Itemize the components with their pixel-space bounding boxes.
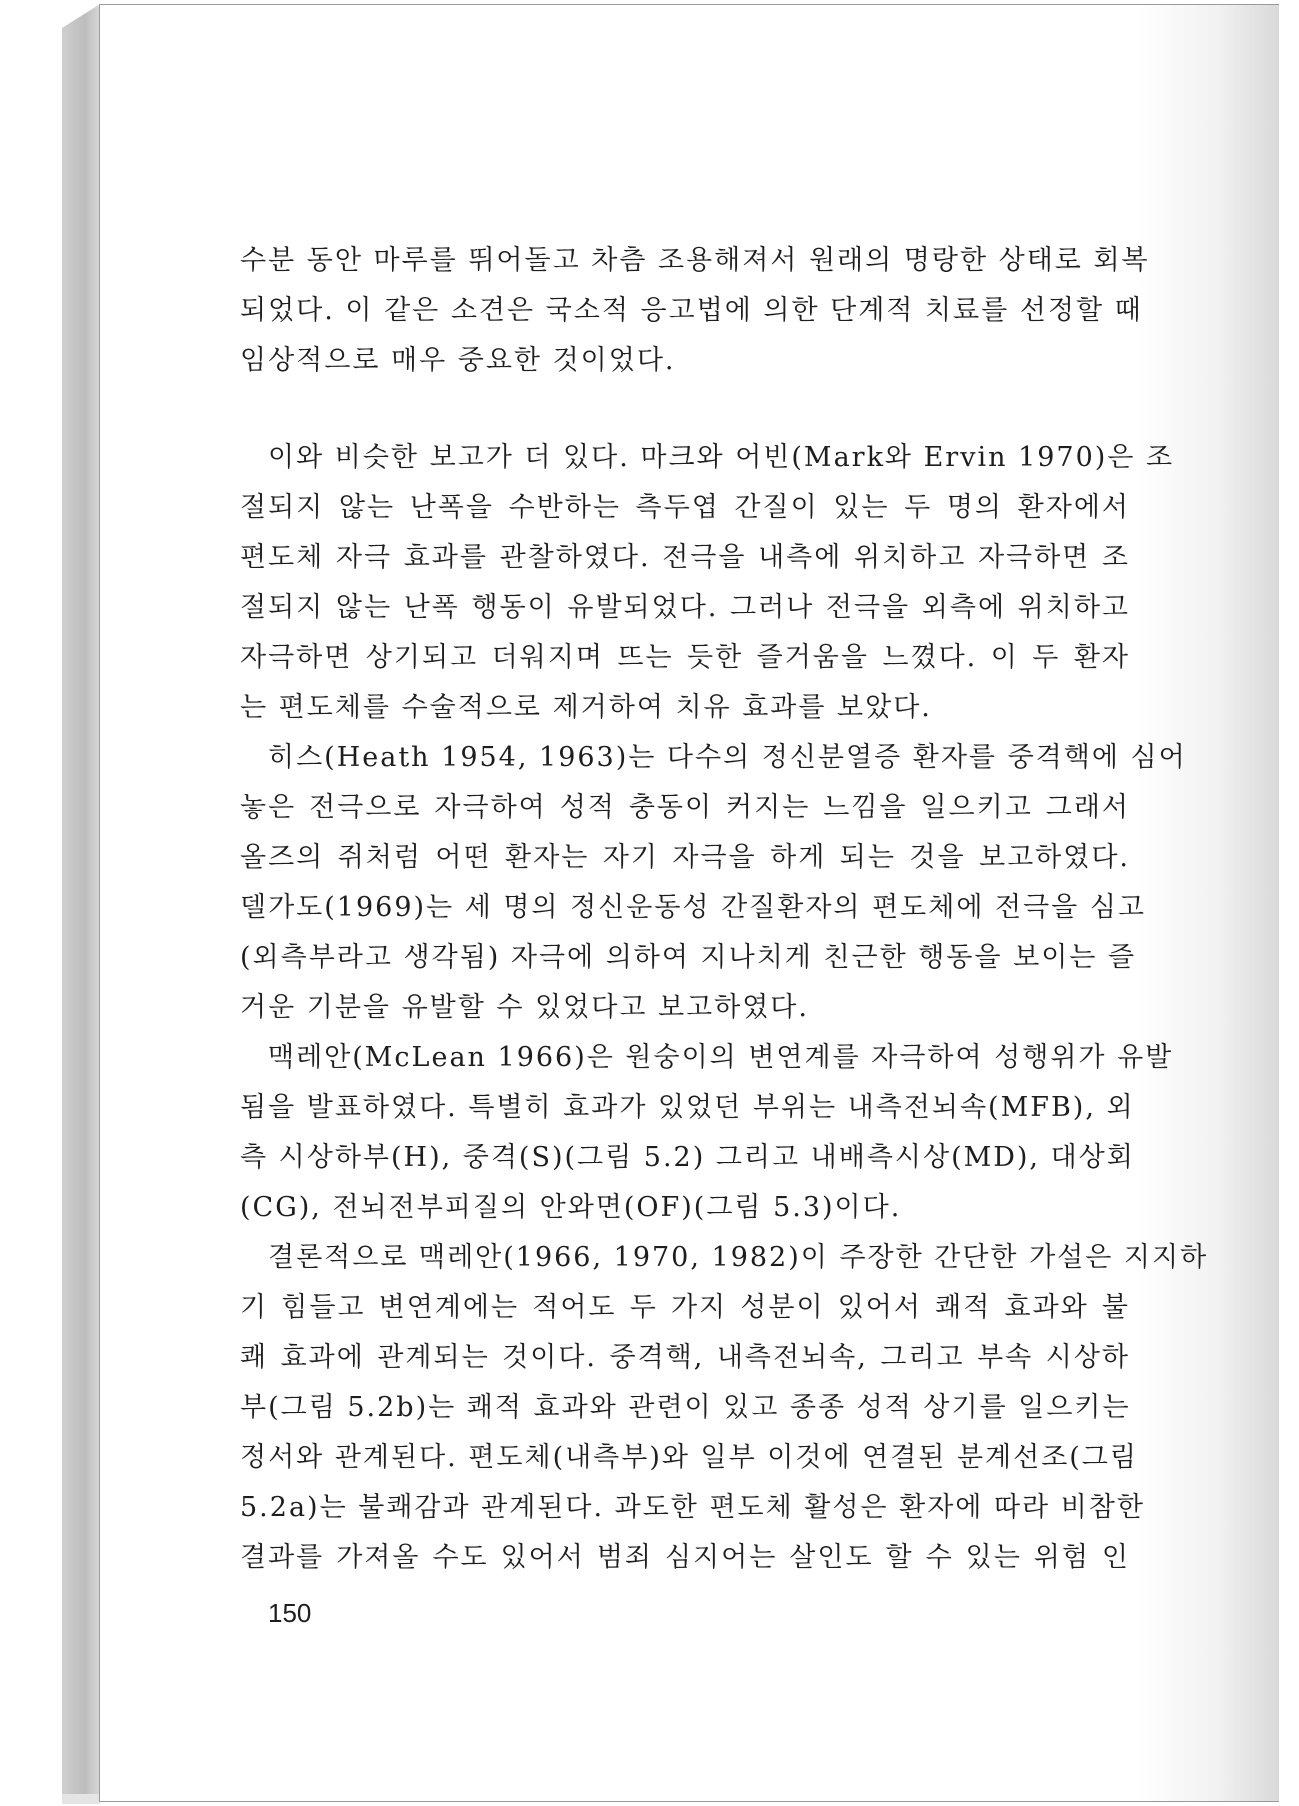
paragraph-line: (외측부라고 생각됨) 자극에 의하여 지나치게 친근한 행동을 보이는 즐 xyxy=(240,942,1137,973)
paragraph-1 xyxy=(240,236,1150,386)
paragraph-line: 정서와 관계된다. 편도체(내측부)와 일부 이것에 연결된 분계선조(그림 xyxy=(240,1442,1138,1473)
paragraph-line: 쾌 효과에 관계되는 것이다. 중격핵, 내측전뇌속, 그리고 부속 시상하 xyxy=(240,1342,1130,1373)
paragraph-line: 거운 기분을 유발할 수 있었다고 보고하였다. xyxy=(240,992,809,1023)
paragraph-line: 부(그림 5.2b)는 쾌적 효과와 관련이 있고 종종 성적 상기를 일으키는 xyxy=(240,1392,1131,1423)
paragraph-line: 결과를 가져올 수도 있어서 범죄 심지어는 살인도 할 수 있는 위험 인 xyxy=(240,1542,1130,1573)
book-spine xyxy=(62,4,100,1804)
paragraph-line: 절되지 않는 난폭을 수반하는 측두엽 간질이 있는 두 명의 환자에서 xyxy=(240,492,1130,523)
paragraph-line: 올즈의 쥐처럼 어떤 환자는 자기 자극을 하게 되는 것을 보고하였다. xyxy=(240,842,1130,873)
paragraph-line: 기 힘들고 변연계에는 적어도 두 가지 성분이 있어서 쾌적 효과와 불 xyxy=(240,1292,1130,1323)
paragraph-5 xyxy=(240,1233,1209,1583)
paragraph-line: 히스(Heath 1954, 1963)는 다수의 정신분열증 환자를 중격핵에 심어 xyxy=(268,742,1187,773)
book-spine-bottom-edge xyxy=(62,1794,100,1804)
paragraph-line: 되었다. 이 같은 소견은 국소적 응고법에 의한 단계적 치료를 선정할 때 xyxy=(240,295,1143,326)
paragraph-2 xyxy=(240,433,1175,733)
paragraph-line: 놓은 전극으로 자극하여 성적 충동이 커지는 느낌을 일으키고 그래서 xyxy=(240,792,1130,823)
paragraph-line: 편도체 자극 효과를 관찰하였다. 전극을 내측에 위치하고 자극하면 조 xyxy=(240,542,1130,573)
paragraph-line: (CG), 전뇌전부피질의 안와면(OF)(그림 5.3)이다. xyxy=(240,1192,902,1223)
paragraph-3 xyxy=(240,733,1187,1033)
paragraph-line: 맥레안(McLean 1966)은 원숭이의 변연계를 자극하여 성행위가 유발 xyxy=(268,1042,1174,1073)
paragraph-line: 수분 동안 마루를 뛰어돌고 차츰 조용해져서 원래의 명랑한 상태로 회복 xyxy=(240,245,1150,276)
paragraph-line: 는 편도체를 수술적으로 제거하여 치유 효과를 보았다. xyxy=(240,692,932,723)
paragraph-line: 결론적으로 맥레안(1966, 1970, 1982)이 주장한 간단한 가설은 지지하 xyxy=(268,1242,1209,1273)
page-number: 150 xyxy=(268,1598,312,1628)
paragraph-line: 5.2a)는 불쾌감과 관계된다. 과도한 편도체 활성은 환자에 따라 비참한 xyxy=(240,1492,1145,1523)
paragraph-4 xyxy=(240,1033,1174,1233)
paragraph-line: 측 시상하부(H), 중격(S)(그림 5.2) 그리고 내배측시상(MD), 대상회 xyxy=(240,1142,1135,1173)
paragraph-line: 이와 비슷한 보고가 더 있다. 마크와 어빈(Mark와 Ervin 1970)은 조 xyxy=(268,442,1175,473)
paragraph-line: 절되지 않는 난폭 행동이 유발되었다. 그러나 전극을 외측에 위치하고 xyxy=(240,592,1130,623)
paragraph-line: 델가도(1969)는 세 명의 정신운동성 간질환자의 편도체에 전극을 심고 xyxy=(240,892,1146,923)
paragraph-line: 임상적으로 매우 중요한 것이었다. xyxy=(240,345,676,376)
paragraph-line: 자극하면 상기되고 더워지며 뜨는 듯한 즐거움을 느꼈다. 이 두 환자 xyxy=(240,642,1130,673)
paragraph-line: 됨을 발표하였다. 특별히 효과가 있었던 부위는 내측전뇌속(MFB), 외 xyxy=(240,1092,1135,1123)
